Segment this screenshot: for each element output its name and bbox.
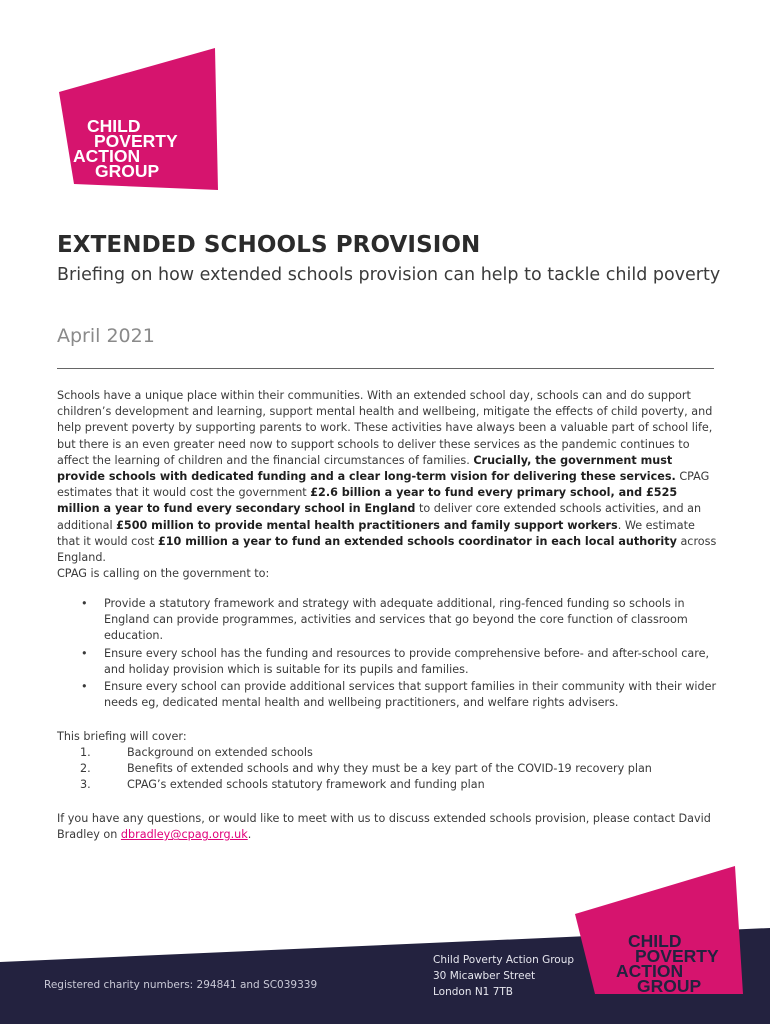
intro-text: to deliver core extended schools activities, and an additional	[57, 502, 702, 532]
intro-text: . We estimate that it would cost	[57, 518, 695, 548]
intro-text: across England.	[57, 534, 717, 565]
intro-text: CPAG estimates that it would cost the government	[57, 470, 710, 500]
logo-line: CHILD	[628, 931, 682, 951]
charity-numbers: Registered charity numbers: 294841 and SC039339	[44, 979, 318, 991]
bullet-icon: •	[81, 597, 88, 610]
contact-text: .	[247, 828, 252, 842]
list-item-text: Ensure every school has the funding and resources to provide comprehensive before- and after-school care, and holiday provision which is suitable for its pupils and families.	[104, 646, 710, 676]
list-item	[57, 646, 717, 678]
list-item	[57, 596, 717, 645]
logo-line: CHILD	[87, 116, 141, 136]
logo-line: POVERTY	[94, 131, 178, 151]
intro-emphasis: £500 million to provide mental health practitioners and family support workers	[116, 518, 618, 532]
document-title: EXTENDED SCHOOLS PROVISION	[57, 232, 481, 258]
address-line: London N1 7TB	[433, 986, 513, 998]
divider	[57, 368, 714, 369]
list-item-text: CPAG’s extended schools statutory framework and funding plan	[127, 778, 485, 792]
calling-list	[57, 596, 717, 712]
intro-emphasis: Crucially, the government must provide schools with dedicated funding and a clear long-term vision for delivering these services.	[57, 453, 676, 484]
list-item	[57, 745, 717, 761]
cover-list	[57, 745, 717, 794]
cover-lead: This briefing will cover:	[57, 730, 187, 743]
contact-text: If you have any questions, or would like to meet with us to discuss extended schools provision, please contact David Bradley on	[57, 812, 711, 842]
address-block	[433, 952, 574, 1000]
logo-line: POVERTY	[635, 946, 719, 966]
list-item	[57, 777, 717, 793]
list-item-text: Benefits of extended schools and why they must be a key part of the COVID-19 recovery plan	[127, 762, 652, 776]
list-number: 3.	[80, 778, 91, 792]
intro-paragraph	[57, 388, 717, 566]
document-subtitle: Briefing on how extended schools provision can help to tackle child poverty	[57, 265, 721, 285]
bullet-icon: •	[81, 646, 88, 660]
bullet-icon: •	[81, 680, 88, 694]
logo-line: ACTION	[73, 146, 141, 166]
document-date: April 2021	[57, 325, 155, 347]
list-number: 2.	[80, 762, 91, 776]
list-item	[57, 761, 717, 777]
list-item-text: Provide a statutory framework and strategy with adequate additional, ring-fenced funding so schools in England can provide programmes, activities and services that go beyond the core function of classroom education.	[104, 597, 688, 643]
calling-lead: CPAG is calling on the government to:	[57, 567, 270, 580]
address-line: 30 Micawber Street	[433, 970, 536, 982]
logo-line: GROUP	[637, 976, 702, 996]
logo-line: GROUP	[95, 161, 160, 181]
intro-emphasis: £2.6 billion a year to fund every primary school, and £525 million a year to fund every secondary school in England	[57, 486, 678, 516]
list-number: 1.	[80, 746, 91, 759]
list-item	[57, 679, 717, 711]
cpag-logo-footer	[575, 866, 755, 998]
email-link[interactable]: dbradley@cpag.org.uk	[120, 828, 248, 842]
list-item-text: Background on extended schools	[127, 746, 313, 759]
cpag-logo	[56, 48, 218, 190]
logo-line: ACTION	[616, 961, 684, 981]
address-line: Child Poverty Action Group	[433, 954, 575, 966]
intro-text: Schools have a unique place within their communities. With an extended school day, schools can and do support children’s development and learning, support mental health and wellbeing, mitigate the effects of child poverty, and help prevent poverty by supporting parents to work. These activities have always been a valuable part of school life, but there is an even greater need now to support schools to deliver these services as the pandemic continues to affect the learning of children and the financial circumstances of families.	[57, 389, 713, 467]
contact-paragraph	[57, 811, 717, 843]
list-item-text: Ensure every school can provide additional services that support families in their community with their wider needs eg, dedicated mental health and wellbeing practitioners, and welfare rights advisers.	[104, 680, 717, 710]
intro-emphasis: £10 million a year to fund an extended schools coordinator in each local authority	[157, 534, 677, 548]
